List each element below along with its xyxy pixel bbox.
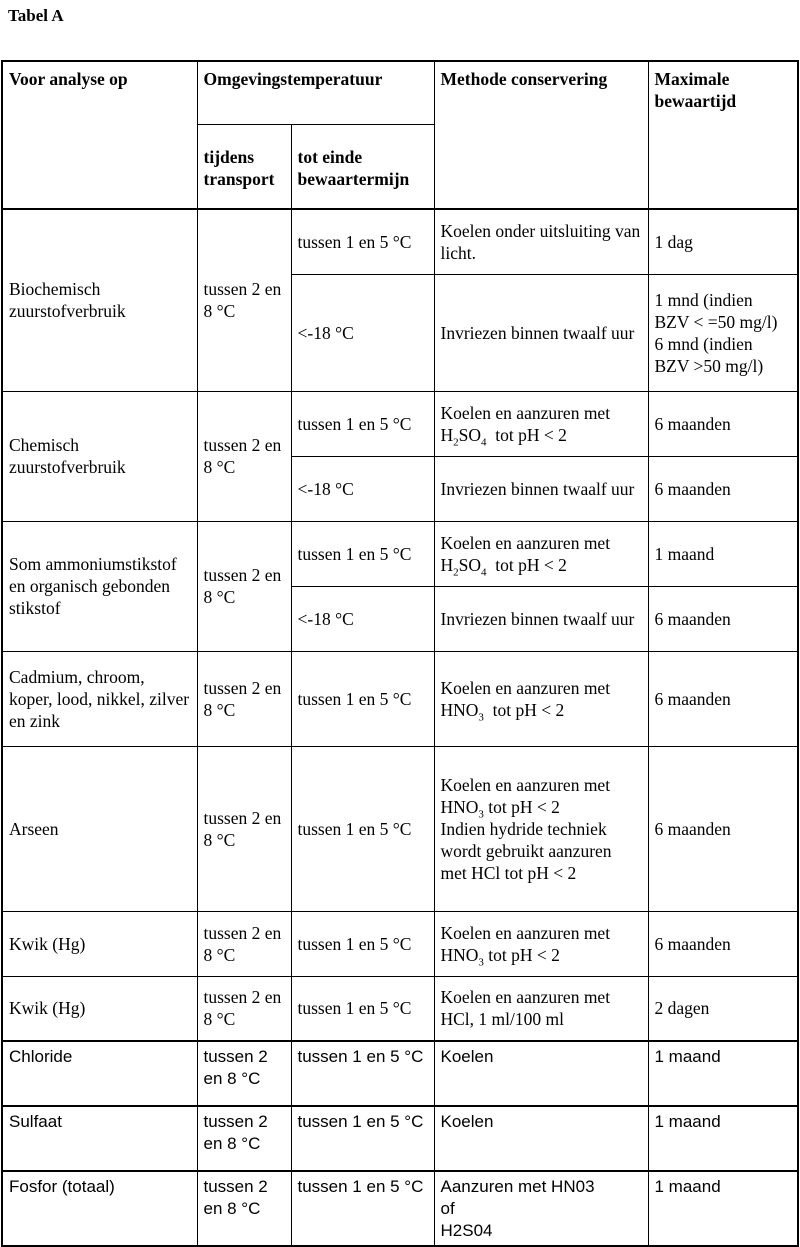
formula: H	[440, 424, 454, 445]
cell-analyse: Fosfor (totaal)	[2, 1171, 197, 1246]
table-row	[2, 976, 798, 1041]
cell-temp: tussen 1 en 5 °C	[291, 911, 434, 976]
storage-table	[1, 60, 799, 1247]
cell-transport: tussen 2 en 8 °C	[197, 1171, 291, 1246]
cell-time: 6 maanden	[648, 911, 798, 976]
subscript: 3	[478, 956, 484, 968]
cell-transport: tussen 2 en 8 °C	[197, 976, 291, 1041]
cell-analyse: Cadmium, chroom, koper, lood, nikkel, zilver en zink	[2, 651, 197, 746]
header-analyse: Voor analyse op	[2, 61, 197, 209]
cell-analyse: Arseen	[2, 746, 197, 911]
subscript: 2	[453, 436, 459, 448]
cell-temp: <-18 °C	[291, 586, 434, 651]
formula: SO	[458, 424, 482, 445]
table-row	[2, 209, 798, 274]
cell-time: 6 maanden	[648, 746, 798, 911]
cell-time: 6 maanden	[648, 456, 798, 521]
cell-transport: tussen 2 en 8 °C	[197, 391, 291, 521]
subscript: 4	[481, 436, 487, 448]
header-temp: Omgevingstemperatuur	[197, 61, 434, 124]
cell-time: 2 dagen	[648, 976, 798, 1041]
cell-method: Koelen	[434, 1041, 648, 1106]
method-line: Aanzuren met HN03	[440, 1177, 595, 1196]
method-line: Koelen en aanzuren met	[440, 774, 611, 795]
cell-time: 6 maanden	[648, 651, 798, 746]
cell-temp: tussen 1 en 5 °C	[291, 1041, 434, 1106]
cell-time: 1 maand	[648, 1106, 798, 1171]
formula: SO	[458, 554, 482, 575]
cell-transport: tussen 2 en 8 °C	[197, 1106, 291, 1171]
cell-method: Invriezen binnen twaalf uur	[434, 586, 648, 651]
cell-method: Koelen en aanzuren met HCl, 1 ml/100 ml	[434, 976, 648, 1041]
cell-transport: tussen 2 en 8 °C	[197, 521, 291, 651]
header-einde: tot einde bewaartermijn	[291, 124, 434, 209]
cell-transport: tussen 2 en 8 °C	[197, 651, 291, 746]
cell-temp: <-18 °C	[291, 456, 434, 521]
time-line: 1 mnd (indien BZV < =50 mg/l)	[654, 289, 778, 332]
method-line: Koelen en aanzuren met	[440, 532, 611, 553]
cell-temp: tussen 1 en 5 °C	[291, 1171, 434, 1246]
table-row	[2, 651, 798, 746]
method-line: Koelen en aanzuren met	[440, 677, 611, 698]
cell-temp: tussen 1 en 5 °C	[291, 209, 434, 274]
method-text: tot pH < 2	[486, 424, 567, 445]
cell-method	[434, 391, 648, 456]
cell-temp: tussen 1 en 5 °C	[291, 1106, 434, 1171]
cell-time: 6 maanden	[648, 586, 798, 651]
cell-temp: tussen 1 en 5 °C	[291, 391, 434, 456]
subscript: 2	[453, 566, 459, 578]
cell-temp: tussen 1 en 5 °C	[291, 651, 434, 746]
cell-time: 1 maand	[648, 521, 798, 586]
method-line: Koelen en aanzuren met	[440, 402, 611, 423]
method-line: Indien hydride techniek wordt gebruikt aanzuren met HCl tot pH < 2	[440, 818, 612, 883]
method-text: tot pH < 2	[483, 944, 560, 965]
cell-temp: tussen 1 en 5 °C	[291, 976, 434, 1041]
cell-method	[434, 746, 648, 911]
cell-time: 1 maand	[648, 1041, 798, 1106]
method-text: tot pH < 2	[486, 554, 567, 575]
formula: HNO	[440, 796, 479, 817]
header-transport: tijdens transport	[197, 124, 291, 209]
subscript: 4	[481, 566, 487, 578]
cell-analyse: Kwik (Hg)	[2, 911, 197, 976]
method-line: H2S04	[440, 1221, 493, 1240]
formula: H	[440, 554, 454, 575]
table-row	[2, 1171, 798, 1246]
cell-method	[434, 651, 648, 746]
cell-temp: tussen 1 en 5 °C	[291, 521, 434, 586]
table-row	[2, 1041, 798, 1106]
formula: HNO	[440, 699, 479, 720]
subscript: 3	[478, 711, 484, 723]
time-line: 6 mnd (indien BZV >50 mg/l)	[654, 333, 764, 376]
cell-temp: <-18 °C	[291, 274, 434, 391]
table-row	[2, 746, 798, 911]
header-bewaartijd: Maximale bewaartijd	[648, 61, 798, 209]
table-row	[2, 391, 798, 456]
cell-method	[434, 521, 648, 586]
method-text: tot pH < 2	[483, 699, 565, 720]
cell-analyse: Som ammoniumstikstof en organisch gebonden stikstof	[2, 521, 197, 651]
cell-analyse: Chemisch zuurstofverbruik	[2, 391, 197, 521]
cell-method	[434, 1171, 648, 1246]
cell-method: Koelen	[434, 1106, 648, 1171]
table-row	[2, 1106, 798, 1171]
method-text: tot pH < 2	[483, 796, 560, 817]
cell-method: Invriezen binnen twaalf uur	[434, 456, 648, 521]
cell-transport: tussen 2 en 8 °C	[197, 911, 291, 976]
cell-method: Koelen onder uitsluiting van licht.	[434, 209, 648, 274]
cell-analyse: Kwik (Hg)	[2, 976, 197, 1041]
cell-analyse: Biochemisch zuurstofverbruik	[2, 209, 197, 391]
table-row	[2, 911, 798, 976]
cell-transport: tussen 2 en 8 °C	[197, 746, 291, 911]
cell-transport: tussen 2 en 8 °C	[197, 1041, 291, 1106]
cell-temp: tussen 1 en 5 °C	[291, 746, 434, 911]
cell-analyse: Sulfaat	[2, 1106, 197, 1171]
cell-time: 1 dag	[648, 209, 798, 274]
cell-method: Invriezen binnen twaalf uur	[434, 274, 648, 391]
cell-time	[648, 274, 798, 391]
cell-transport: tussen 2 en 8 °C	[197, 209, 291, 391]
method-line: Koelen en aanzuren met	[440, 922, 611, 943]
table-title: Tabel A	[8, 6, 64, 25]
header-methode: Methode conservering	[434, 61, 648, 209]
cell-time: 6 maanden	[648, 391, 798, 456]
table-row	[2, 521, 798, 586]
subscript: 3	[478, 808, 484, 820]
cell-time: 1 maand	[648, 1171, 798, 1246]
formula: HNO	[440, 944, 479, 965]
cell-analyse: Chloride	[2, 1041, 197, 1106]
cell-method	[434, 911, 648, 976]
method-line: of	[440, 1199, 455, 1218]
